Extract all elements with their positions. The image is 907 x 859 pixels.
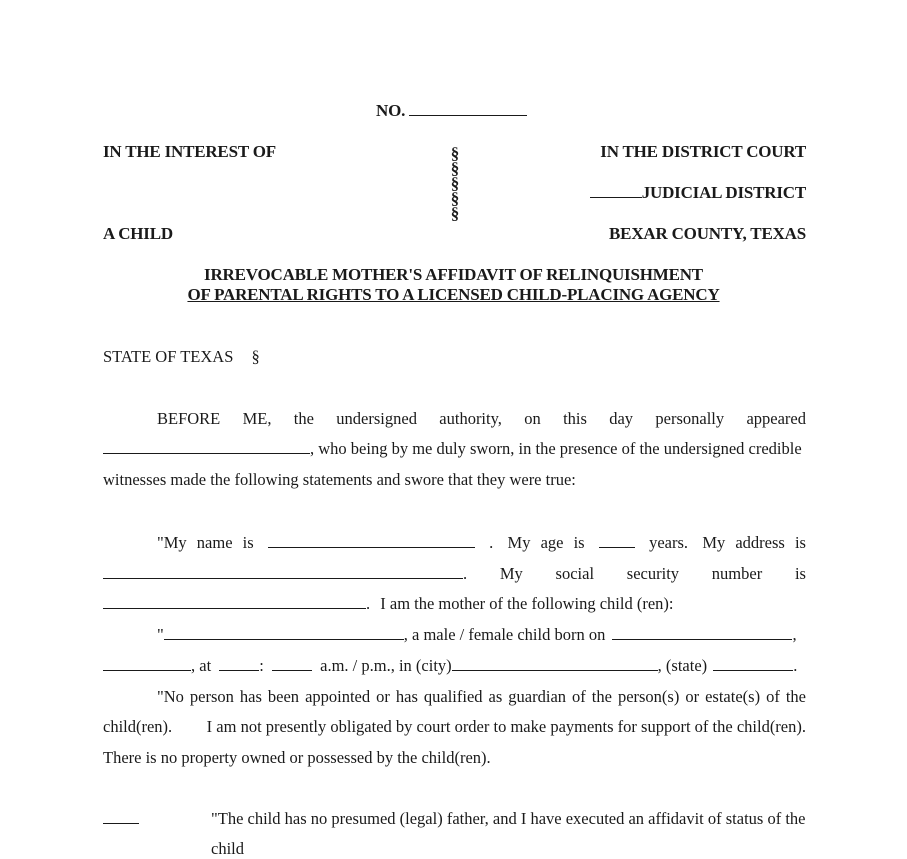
birth-city-field[interactable] <box>452 656 658 671</box>
time-city-label: a.m. / p.m., in (city) <box>320 656 452 675</box>
caption-left-top: IN THE INTEREST OF <box>103 142 276 161</box>
birth-hour-field[interactable] <box>219 656 259 671</box>
address-group <box>103 564 467 584</box>
state-line <box>103 347 260 367</box>
section-mark: § <box>450 159 460 178</box>
years-label: years. <box>649 533 689 552</box>
case-number-field[interactable] <box>409 101 527 116</box>
guardian-line2-start: child(ren). <box>103 717 173 736</box>
mother-statement: I am the mother of the following child (ren): <box>380 594 674 613</box>
period: . <box>463 564 468 583</box>
caption-right-mid <box>590 183 806 203</box>
intro-word: appeared <box>746 409 806 428</box>
intro-line3: witnesses made the following statements and swore that they were true: <box>103 470 576 489</box>
section-mark: § <box>450 204 460 223</box>
address-label: My address is <box>702 533 806 552</box>
birth-minute-field[interactable] <box>272 656 312 671</box>
guardian-line1: "No person has been appointed or has qualified as guardian of the person(s) or estate(s) of the <box>157 687 806 706</box>
period: . <box>366 594 371 613</box>
ssn-field[interactable] <box>103 594 366 609</box>
birth-state-field[interactable] <box>713 656 793 671</box>
mother-name-field[interactable] <box>268 533 475 548</box>
at-label: , at <box>191 656 212 675</box>
comma: , <box>792 625 797 644</box>
open-quote: " <box>157 625 164 644</box>
caption-left-bottom: A CHILD <box>103 224 173 243</box>
case-number <box>376 101 527 121</box>
state-section-mark: § <box>251 347 260 366</box>
section-mark: § <box>450 144 460 163</box>
state-label: , (state) <box>657 656 708 675</box>
judicial-district-number-field[interactable] <box>590 183 642 198</box>
intro-word: ME, <box>242 409 272 428</box>
father-checkbox-line <box>103 809 139 829</box>
father-line2: child <box>211 839 244 858</box>
intro-word: day <box>609 409 634 428</box>
period: . <box>793 656 798 675</box>
intro-word: undersigned <box>336 409 417 428</box>
age-field[interactable] <box>599 533 635 548</box>
intro-word: personally <box>655 409 725 428</box>
intro-word: authority, <box>439 409 502 428</box>
intro-word: on <box>524 409 541 428</box>
child-line1 <box>157 625 797 645</box>
judicial-district-label: JUDICIAL DISTRICT <box>641 183 806 202</box>
intro-word: the <box>293 409 314 428</box>
colon: : <box>259 656 264 675</box>
caption-right-top: IN THE DISTRICT COURT <box>600 142 806 161</box>
intro-line2 <box>103 439 802 459</box>
statement-line2 <box>103 564 806 584</box>
intro-word: BEFORE <box>157 409 221 428</box>
section-mark: § <box>450 189 460 208</box>
guardian-line2 <box>103 717 806 737</box>
period: . <box>489 533 494 552</box>
child-name-field[interactable] <box>164 625 404 640</box>
child-sex-label: , a male / female child born on <box>403 625 606 644</box>
father-line1: "The child has no presumed (legal) father, and I have executed an affidavit of status of the <box>211 809 806 828</box>
ssn-word: My <box>499 564 523 583</box>
affiant-name-field[interactable] <box>103 439 310 454</box>
child-line2 <box>103 656 797 676</box>
intro-line2-text: , who being by me duly sworn, in the presence of the undersigned credible <box>310 439 802 458</box>
birth-date-field[interactable] <box>612 625 792 640</box>
caption-section-marks <box>445 146 465 221</box>
father-option-blank[interactable] <box>103 809 139 824</box>
state-label: STATE OF TEXAS <box>103 347 234 366</box>
section-mark: § <box>450 174 460 193</box>
address-field[interactable] <box>103 564 463 579</box>
ssn-word: social <box>555 564 595 583</box>
document-title-line2: OF PARENTAL RIGHTS TO A LICENSED CHILD-PLACING AGENCY <box>187 285 720 304</box>
document-title-line1: IRREVOCABLE MOTHER'S AFFIDAVIT OF RELINQUISHMENT <box>204 265 703 284</box>
guardian-line3: There is no property owned or possessed by the child(ren). <box>103 748 491 767</box>
case-number-label: NO. <box>376 101 406 120</box>
intro-word: this <box>563 409 587 428</box>
ssn-word: security <box>626 564 680 583</box>
birth-year-field[interactable] <box>103 656 191 671</box>
ssn-word: number <box>711 564 763 583</box>
name-label: "My name is <box>157 533 254 552</box>
guardian-line2-rest: I am not presently obligated by court order to make payments for support of the child(ren). <box>206 717 806 736</box>
age-label: My age is <box>507 533 585 552</box>
statement-line1 <box>157 533 806 553</box>
intro-line1 <box>157 409 806 429</box>
caption-right-bottom: BEXAR COUNTY, TEXAS <box>609 224 806 243</box>
ssn-word: is <box>794 564 806 583</box>
statement-line3 <box>103 594 674 614</box>
